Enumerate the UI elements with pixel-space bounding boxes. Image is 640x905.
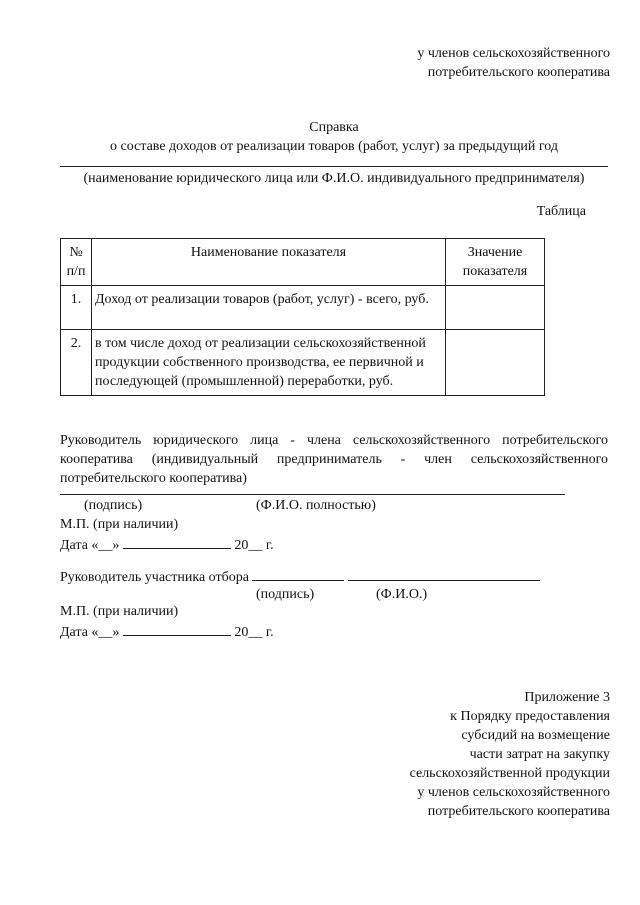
row-name: в том числе доход от реализации сельскохозяйственной продукции собственного производства, ее первичной и последующей (промышленной) переработки, руб.: [92, 330, 446, 396]
name-hint: (наименование юридического лица или Ф.И.О. индивидуального предпринимателя): [83, 171, 585, 186]
date-blank: [123, 536, 231, 549]
header-num: № п/п: [61, 239, 92, 286]
sign-hint: (подпись): [256, 587, 315, 602]
document-title: Справка: [309, 120, 359, 135]
date-year: 20__ г.: [230, 538, 274, 553]
signature-line: [60, 494, 565, 495]
header-line: потребительского кооператива: [427, 65, 610, 80]
document-subtitle: о составе доходов от реализации товаров (работ, услуг) за предыдущий год: [110, 139, 558, 154]
name-line: [60, 166, 608, 167]
date-prefix: Дата «__»: [60, 538, 123, 553]
header-block: [417, 44, 610, 82]
fio-hint: (Ф.И.О.): [376, 587, 428, 602]
participant-line: [60, 568, 540, 586]
date-blank: [123, 623, 231, 636]
date-year: 20__ г.: [230, 625, 274, 640]
table-row: [61, 330, 545, 396]
sign-hint: (подпись): [84, 498, 143, 513]
header-line: у членов сельскохозяйственного: [417, 46, 610, 61]
date-line: [60, 536, 274, 554]
table-label: Таблица: [536, 204, 586, 219]
indicators-table: [60, 238, 545, 396]
row-num: 1.: [61, 286, 92, 330]
appendix-block: [410, 688, 610, 821]
signer-description: Руководитель юридического лица - члена сельскохозяйственного потребительского кооператива (индивидуальный предприниматель - член сельскохозяйственного потребительского кооператива): [60, 433, 608, 486]
appendix-line: Приложение 3: [524, 690, 610, 705]
participant-sign-blank: [252, 568, 344, 581]
fio-hint: (Ф.И.О. полностью): [256, 498, 376, 513]
appendix-line: части затрат на закупку: [469, 747, 610, 762]
row-value: [446, 330, 545, 396]
header-name: Наименование показателя: [92, 239, 446, 286]
appendix-line: сельскохозяйственной продукции: [409, 766, 610, 781]
header-value: Значение показателя: [446, 239, 545, 286]
appendix-line: потребительского кооператива: [427, 804, 610, 819]
stamp-note: М.П. (при наличии): [60, 517, 179, 532]
table-row: [61, 286, 545, 330]
date-prefix: Дата «__»: [60, 625, 123, 640]
appendix-line: субсидий на возмещение: [461, 728, 610, 743]
row-value: [446, 286, 545, 330]
participant-label: Руководитель участника отбора: [60, 570, 249, 585]
participant-fio-blank: [348, 568, 540, 581]
row-name: Доход от реализации товаров (работ, услуг) - всего, руб.: [92, 286, 446, 330]
date-line: [60, 623, 274, 641]
row-num: 2.: [61, 330, 92, 396]
appendix-line: у членов сельскохозяйственного: [417, 785, 610, 800]
table-header-row: [61, 239, 545, 286]
stamp-note: М.П. (при наличии): [60, 604, 179, 619]
appendix-line: к Порядку предоставления: [450, 709, 610, 724]
